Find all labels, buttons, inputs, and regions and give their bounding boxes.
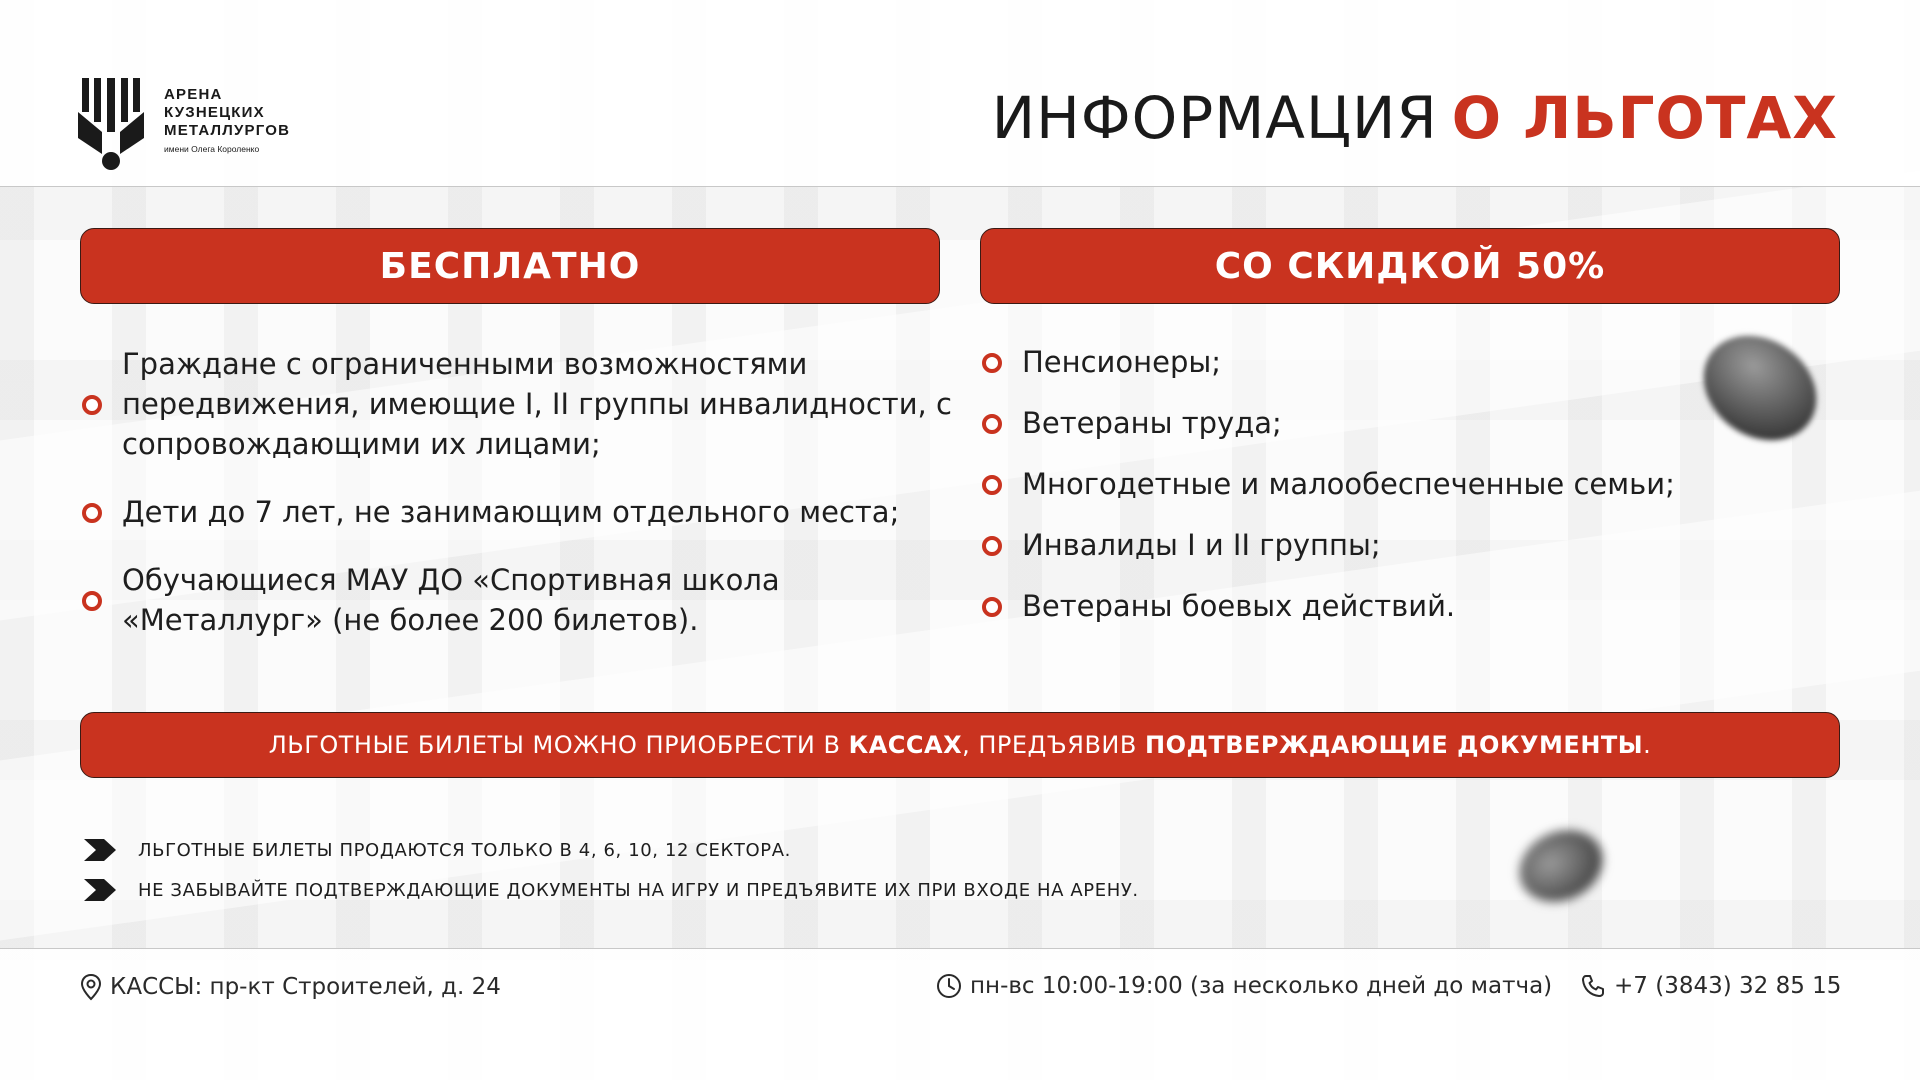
logo-line: КУЗНЕЦКИХ bbox=[164, 104, 265, 121]
ring-bullet-icon bbox=[982, 536, 1002, 556]
page-title bbox=[992, 84, 1838, 152]
list-item-text: Многодетные и малообеспеченные семьи; bbox=[1022, 467, 1675, 501]
footer bbox=[0, 948, 1920, 1081]
footer-hours-text: пн-вс 10:00-19:00 (за несколько дней до матча) bbox=[970, 973, 1553, 999]
location-pin-icon bbox=[80, 973, 102, 1001]
list-item bbox=[82, 560, 962, 640]
list-item bbox=[82, 492, 962, 532]
list-item bbox=[982, 525, 1782, 565]
chevron-arrow-icon bbox=[84, 879, 116, 901]
note-text: ЛЬГОТНЫЕ БИЛЕТЫ ПРОДАЮТСЯ ТОЛЬКО В 4, 6, 10, 12 СЕКТОРА. bbox=[138, 839, 791, 861]
logo-subtitle: имени Олега Короленко bbox=[164, 144, 260, 154]
ring-bullet-icon bbox=[982, 475, 1002, 495]
clock-icon bbox=[936, 973, 962, 999]
ring-bullet-icon bbox=[82, 503, 102, 523]
list-item-text: Дети до 7 лет, не занимающим отдельного места; bbox=[122, 495, 900, 529]
ring-bullet-icon bbox=[82, 591, 102, 611]
notice-text: . bbox=[1643, 731, 1652, 759]
list-item bbox=[82, 344, 962, 464]
list-item bbox=[982, 586, 1782, 626]
notice-text: , ПРЕДЪЯВИВ bbox=[962, 731, 1137, 759]
discount-section-header bbox=[980, 228, 1840, 304]
arena-logo-icon bbox=[78, 78, 144, 170]
logo-line: АРЕНА bbox=[164, 86, 223, 103]
notice-bold: КАССАХ bbox=[848, 731, 963, 759]
note-item bbox=[84, 870, 1139, 910]
list-item-text: Ветераны боевых действий. bbox=[1022, 589, 1456, 623]
arena-logo-text bbox=[164, 86, 290, 154]
ring-bullet-icon bbox=[982, 597, 1002, 617]
list-item bbox=[982, 342, 1782, 382]
list-item-text: Пенсионеры; bbox=[1022, 345, 1222, 379]
notes bbox=[84, 830, 1139, 910]
logo-line: МЕТАЛЛУРГОВ bbox=[164, 122, 291, 139]
footer-phone[interactable] bbox=[1580, 973, 1841, 999]
ring-bullet-icon bbox=[82, 395, 102, 415]
arena-logo bbox=[78, 78, 328, 168]
list-item-text: Граждане с ограниченными возможностями передвижения, имеющие I, II группы инвалидности, с сопровождающими их лицами; bbox=[122, 347, 952, 461]
discount-section-title: СО СКИДКОЙ 50% bbox=[1214, 245, 1606, 287]
footer-hours bbox=[936, 973, 1552, 999]
page-title-main: ИНФОРМАЦИЯ bbox=[991, 84, 1438, 152]
discount-list bbox=[982, 342, 1782, 647]
notice-text: ЛЬГОТНЫЕ БИЛЕТЫ МОЖНО ПРИОБРЕСТИ В bbox=[268, 731, 841, 759]
list-item-text: Обучающиеся МАУ ДО «Спортивная школа «Металлург» (не более 200 билетов). bbox=[122, 563, 780, 637]
ring-bullet-icon bbox=[982, 414, 1002, 434]
note-text: НЕ ЗАБЫВАЙТЕ ПОДТВЕРЖДАЮЩИЕ ДОКУМЕНТЫ НА ИГРУ И ПРЕДЪЯВИТЕ ИХ ПРИ ВХОДЕ НА АРЕНУ. bbox=[138, 879, 1139, 901]
notice-bold: ПОДТВЕРЖДАЮЩИЕ ДОКУМЕНТЫ bbox=[1144, 731, 1644, 759]
free-list bbox=[82, 344, 962, 668]
footer-address-text: КАССЫ: пр-кт Строителей, д. 24 bbox=[110, 974, 501, 1000]
purchase-notice bbox=[80, 712, 1840, 778]
free-section-title: БЕСПЛАТНО bbox=[379, 245, 641, 287]
free-section-header bbox=[80, 228, 940, 304]
list-item bbox=[982, 464, 1782, 504]
list-item-text: Инвалиды I и II группы; bbox=[1022, 528, 1381, 562]
page-title-accent: О ЛЬГОТАХ bbox=[1451, 84, 1838, 152]
footer-phone-text[interactable]: +7 (3843) 32 85 15 bbox=[1614, 973, 1842, 999]
phone-icon bbox=[1580, 973, 1606, 999]
footer-address bbox=[80, 973, 501, 1001]
chevron-arrow-icon bbox=[84, 839, 116, 861]
list-item-text: Ветераны труда; bbox=[1022, 406, 1282, 440]
note-item bbox=[84, 830, 1139, 870]
header bbox=[0, 0, 1920, 187]
list-item bbox=[982, 403, 1782, 443]
ring-bullet-icon bbox=[982, 353, 1002, 373]
